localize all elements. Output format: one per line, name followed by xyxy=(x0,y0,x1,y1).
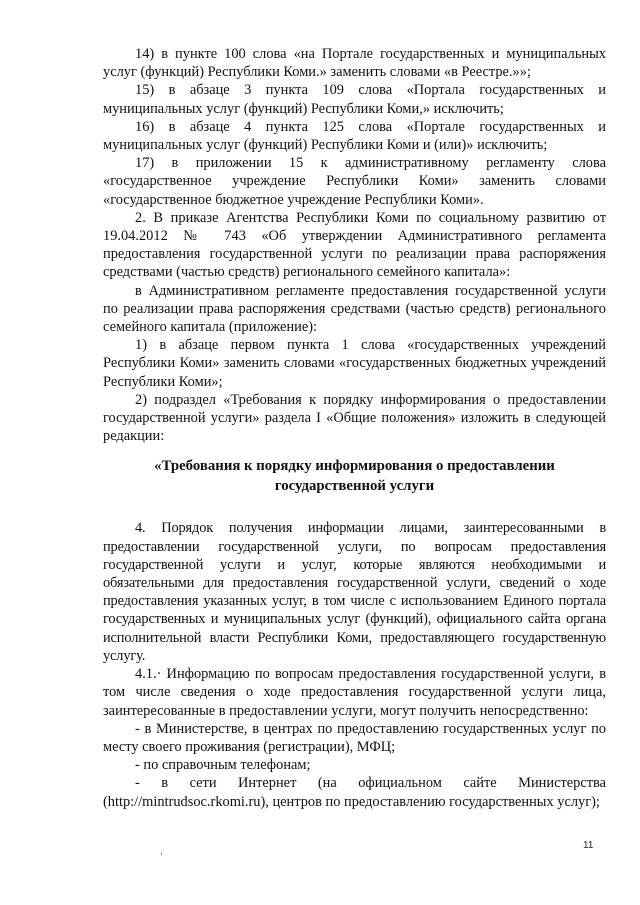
paragraph-item-14: 14) в пункте 100 слова «на Портале государственных и муниципальных услуг (функций) Республики Коми.» заменить словами «в Реестре.»»; xyxy=(103,46,606,81)
paragraph-sub-2: 2) подраздел «Требования к порядку информирования о предоставлении государственной услуги» раздела I «Общие положения» изложить в следующей редакции: xyxy=(103,391,606,445)
list-item-ministry: - в Министерстве, в центрах по предоставлению государственных услуг по месту своего проживания (регистрации), МФЦ; xyxy=(103,720,606,755)
paragraph-regulation-intro: в Административном регламенте предоставления государственной услуги по реализации права распоряжения средствами (частью средств) регионального семейного капитала (приложение): xyxy=(103,282,606,336)
list-item-internet: - в сети Интернет (на официальном сайте Министерства (http://mintrudsoc.rkomi.ru), центров по предоставлению государственных услуг); xyxy=(103,775,606,810)
paragraph-sub-1: 1) в абзаце первом пункта 1 слова «государственных учреждений Республики Коми» заменить словами «государственных бюджетных учреждений Республики Коми»; xyxy=(103,337,606,390)
document-body xyxy=(103,45,606,811)
paragraph-item-16: 16) в абзаце 4 пункта 125 слова «Портале государственных и муниципальных услуг (функций) Республики Коми и (или)» исключить; xyxy=(103,118,606,154)
paragraph-item-15: 15) в абзаце 3 пункта 109 слова «Портала государственных и муниципальных услуг (функций) Республики Коми,» исключить; xyxy=(103,82,606,117)
list-item-phones: - по справочным телефонам; xyxy=(135,757,311,774)
section-heading: «Требования к порядку информирования о предоставлении государственной услуги xyxy=(154,458,555,495)
paragraph-point-4-1: 4.1.· Информацию по вопросам предоставления государственной услуги, в том числе сведения о ходе предоставления государственной услуги лица, заинтересованные в предоставлении услуги, могут получить непосредственно: xyxy=(103,666,606,719)
scan-mark: ‘ xyxy=(160,851,163,861)
paragraph-item-17: 17) в приложении 15 к административному регламенту слова «государственное учреждение Республики Коми» заменить словами «государственное бюджетное учреждение Республики Коми». xyxy=(103,155,606,208)
paragraph-section-2: 2. В приказе Агентства Республики Коми по социальному развитию от 19.04.2012 № 743 «Об утверждении Административного регламента предоставления государственной услуги по реализации права распоряжения средствами (частью средств) регионального семейного капитала»: xyxy=(103,209,606,281)
page-number: 11 xyxy=(583,840,594,851)
paragraph-point-4: 4. Порядок получения информации лицами, заинтересованными в предоставлении государственной услуги, по вопросам предоставления государственной услуги и услуг, которые являются необходимыми и обязательными для предоставления государственной услуги, сведений о ходе предоставления указанных услуг, в том числе с использованием Единого портала государственных и муниципальных услуг (функций), официального сайта органа исполнительной власти Республики Коми, предоставляющего государственную услугу. xyxy=(103,520,606,664)
